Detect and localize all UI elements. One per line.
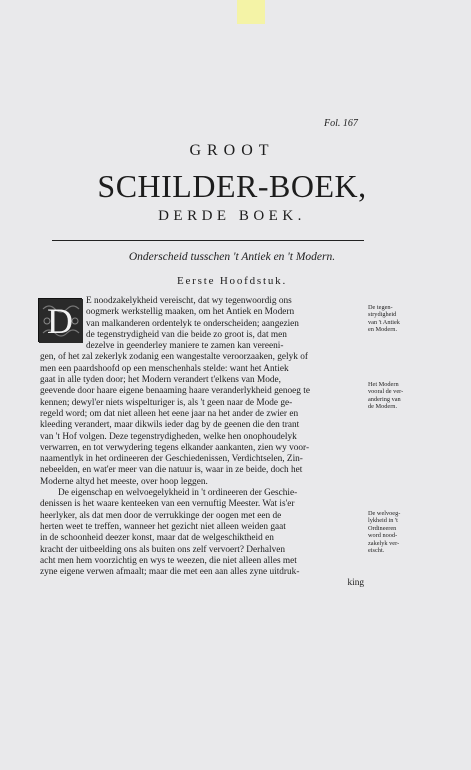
note-line: lykheid in 't [368, 517, 398, 525]
note-line: Ordineeren [368, 524, 397, 532]
catchword: king [347, 578, 364, 589]
note-line: Het Modern [368, 381, 399, 388]
body-text [40, 296, 364, 590]
section-title: Onderscheid tusschen 't Antiek en 't Modern. [128, 251, 336, 263]
note-line: De tegen- [368, 304, 393, 311]
folio-number: Fol. 167 [324, 118, 358, 129]
text-line: kennen; dewyl'er niets wispelturiger is, als 't geen naar de Mode ge- [40, 397, 293, 408]
note-line: andering van [368, 395, 401, 403]
note-line: en Modern. [368, 326, 398, 334]
text-line: heerlyker, als dat men door de verrukkinge der oogen met een de [40, 510, 282, 521]
title-rule [52, 240, 364, 241]
note-line: van 't Antiek [368, 318, 400, 326]
text-line: nebeelden, en wat'er meer van die natuur is, waar in ze beide, doch het [40, 465, 303, 476]
margin-note [368, 381, 416, 411]
text-line: men een paardshoofd op een menschenhals stelde: want het Antiek [40, 363, 289, 374]
text-line: De eigenschap en welvoegelykheid in 't ordineeren der Geschie- [58, 488, 298, 499]
note-line: zakelyk ver- [368, 539, 400, 547]
text-line: van malkanderen ordentelyk te onderscheiden; aangezien [86, 318, 299, 329]
text-line: regeld word; om dat niet alleen het eene jaar na het ander de zwier en [40, 408, 299, 419]
text-line: herten weet te treffen, wanneer het gezicht niet alleen weiden gaat [40, 521, 286, 532]
note-line: vooral de ver- [368, 388, 404, 396]
text-line: kleeding verandert, maar dikwils ieder dag by de geenen die den trant [40, 420, 300, 431]
text-line: gen, of het zal zekerlyk zodanig een wangestalte veroorzaaken, gelyk of [40, 352, 308, 363]
text-line: de tegenstrydigheid van die beide zo groot is, dat men [86, 329, 287, 340]
text-line: kracht der uitbeelding ons als buiten ons zelf vervoert? Derhalven [40, 544, 285, 555]
book-subtitle: DERDE BOEK. [158, 208, 306, 224]
note-line: de Modern. [368, 403, 398, 411]
text-line: gaat in alle tyden door; het Modern verandert t'elkens van Mode, [40, 375, 281, 386]
chapter-title: Eerste Hoofdstuk. [176, 275, 288, 287]
note-line: word nood- [368, 532, 398, 540]
margin-note [368, 510, 416, 554]
text-line: acht men hem voorzichtig en wys te weezen, die niet alleen alles met [40, 555, 297, 566]
margin-note [368, 304, 416, 334]
text-line: naamentlyk in het ordineeren der Geschiedenissen, Verdichtselen, Zin- [40, 454, 303, 465]
kicker-title: GROOT [189, 142, 275, 159]
text-line: verwarren, en tot verwydering tegens elkander aankanten, zien wy voor- [40, 442, 310, 453]
text-line: zyne eigene verwen afmaalt; maar die met een aan alles zyne uitdruk- [40, 567, 300, 578]
text-line: geevende door haare eigene benaaming haare veranderlykheid genoeg te [40, 386, 310, 397]
text-line: denissen is het waare kenteeken van een vernuftig Meester. Wat is'er [40, 499, 295, 510]
text-line: in de schoonheid deezer konst, maar dat de welgeschiktheid en [40, 533, 274, 544]
text-line: Moderne altyd het meeste, over hoop leggen. [40, 476, 208, 487]
sticky-tab [237, 0, 265, 24]
text-line: van 't Hof volgen. Deze tegenstrydigheden, welke hen onophoudelyk [40, 431, 297, 442]
note-line: eischt. [368, 547, 385, 555]
drop-cap-letter: D [47, 301, 73, 341]
text-line: E noodzakelykheid vereischt, dat wy tegenwoordig ons [86, 296, 292, 306]
text-line: oogmerk werkstellig maaken, om het Antiek en Modern [86, 307, 295, 318]
note-line: strydigheid [368, 311, 397, 319]
main-title: SCHILDER-BOEK, [97, 168, 367, 204]
note-line: De welvoeg- [368, 510, 401, 517]
text-line: dezelve in geenderley maniere te zamen kan vereeni- [86, 341, 284, 352]
